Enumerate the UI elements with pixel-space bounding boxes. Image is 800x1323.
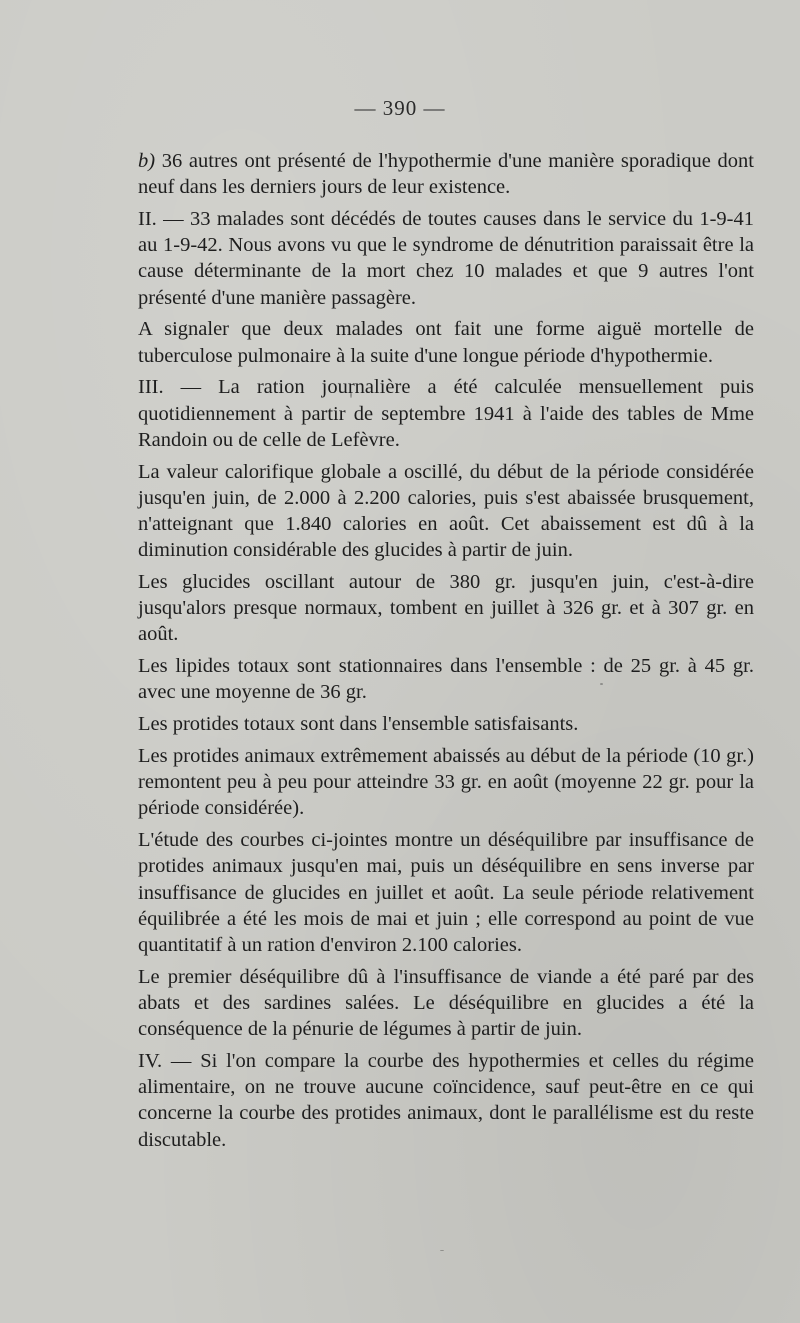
paper-speck (440, 1250, 444, 1251)
paragraph-ii-note (138, 316, 754, 368)
paragraph-ii (138, 206, 754, 311)
paragraph-text: Les protides animaux extrêmement abaissés au début de la période (10 gr.) remontent peu à peu pour atteindre 33 gr. en août (moyenne 22 gr. pour la période considérée). (138, 745, 754, 820)
page-number: — 390 — (354, 96, 446, 120)
paragraph-text: Le premier déséquilibre dû à l'insuffisance de viande a été paré par des abats et des sardines salées. Le déséquilibre en glucides a été la conséquence de la pénurie de légumes à partir de juin. (138, 965, 754, 1041)
paragraph-glucides (138, 569, 754, 648)
paragraph-text: II. — 33 malades sont décédés de toutes causes dans le service du 1-9-41 au 1-9-42. Nous avons vu que le syndrome de dénutrition paraissait être la cause déterminante de la mort chez 10 malades et que 9 autres l'ont présenté d'une manière passagère. (138, 208, 754, 309)
paragraph-desequilibre (138, 964, 754, 1043)
paper-speck (350, 392, 352, 398)
body-text (138, 148, 754, 1158)
paragraph-iv (138, 1048, 754, 1153)
paragraph-lead: b) (138, 150, 156, 172)
paragraph-protides-totaux (138, 711, 754, 737)
paragraph-text: Les protides totaux sont dans l'ensemble satisfaisants. (138, 713, 579, 736)
paragraph-text: Les lipides totaux sont stationnaires dans l'ensemble : de 25 gr. à 45 gr. avec une moyenne de 36 gr. (138, 655, 754, 704)
paragraph-text: A signaler que deux malades ont fait une forme aiguë mortelle de tuberculose pulmonaire à la suite d'une longue période d'hypothermie. (138, 318, 754, 367)
paragraph-text: La valeur calorifique globale a oscillé, du début de la période considérée jusqu'en juin, de 2.000 à 2.200 calories, puis s'est abaissée brusquement, n'atteignant que 1.840 calories en août. Cet abaissement est dû à la diminution considérable des glucides à partir de juin. (138, 460, 754, 562)
paragraph-iii (138, 374, 754, 453)
paragraph-text: 36 autres ont présenté de l'hypothermie d'une manière sporadique dont neuf dans les derniers jours de leur existence. (138, 150, 754, 199)
paragraph-calories (138, 459, 754, 564)
paper-speck (600, 683, 603, 685)
paragraph-text: Les glucides oscillant autour de 380 gr. jusqu'en juin, c'est-à-dire jusqu'alors presque normaux, tombent en juillet à 326 gr. et à 307 gr. en août. (138, 571, 754, 646)
paragraph-courbes (138, 827, 754, 958)
paragraph-lipides (138, 653, 754, 705)
paragraph-text: IV. — Si l'on compare la courbe des hypothermies et celles du régime alimentaire, on ne trouve aucune coïncidence, sauf peut-être en ce qui concerne la courbe des protides animaux, dont le parallélisme est du reste discutable. (138, 1050, 754, 1151)
paragraph-text: III. — La ration journalière a été calculée mensuellement puis quotidiennement à partir de septembre 1941 à l'aide des tables de Mme Randoin ou de celle de Lefèvre. (138, 376, 754, 451)
paragraph-text: L'étude des courbes ci-jointes montre un déséquilibre par insuffisance de protides animaux jusqu'en mai, puis un déséquilibre en sens inverse par insuffisance de glucides en juillet et août. La seule période relativement équilibrée a été les mois de mai et juin ; elle correspond au point de vue quantitatif à un ration d'environ 2.100 calories. (138, 829, 754, 957)
paragraph-b (138, 148, 754, 200)
paragraph-protides-animaux (138, 743, 754, 822)
